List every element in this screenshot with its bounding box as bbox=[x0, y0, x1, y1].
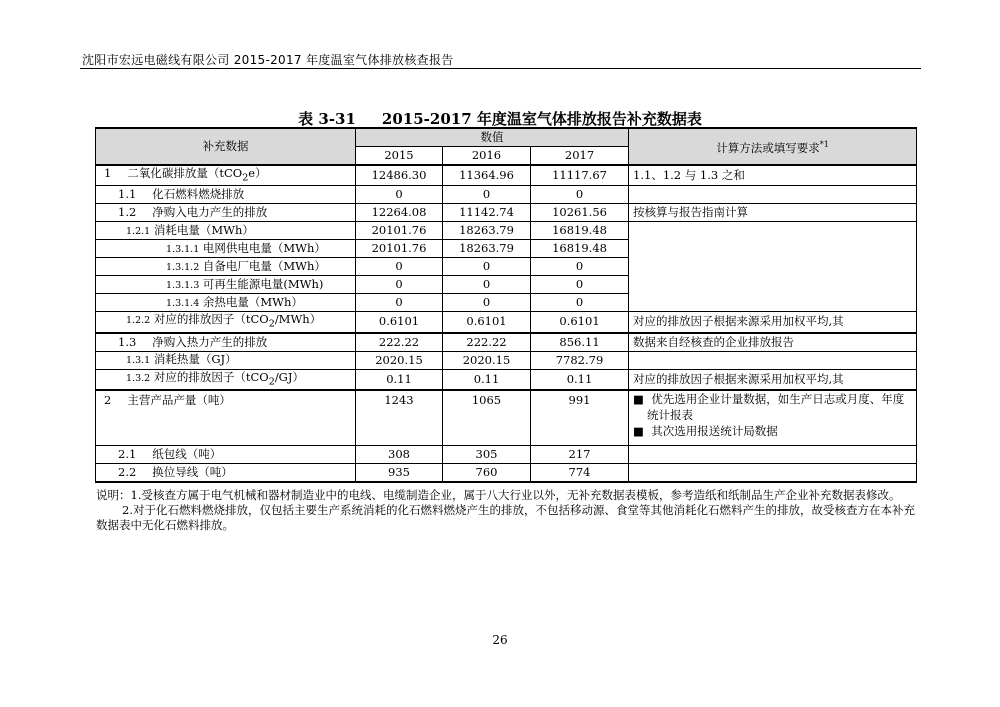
supplementary-data-table bbox=[95, 127, 917, 483]
value-cell: 0 bbox=[443, 186, 531, 204]
value-cell: 0 bbox=[443, 294, 531, 312]
page-header: 沈阳市宏远电磁线有限公司 2015-2017 年度温室气体排放核查报告 bbox=[82, 53, 454, 67]
table-row bbox=[96, 204, 917, 222]
value-cell: 774 bbox=[531, 463, 629, 482]
method-cell bbox=[629, 351, 917, 369]
bullet-square-icon: ■ bbox=[633, 391, 644, 406]
value-cell: 0 bbox=[531, 276, 629, 294]
col-header-method bbox=[629, 128, 917, 165]
bullet-square-icon: ■ bbox=[633, 423, 644, 438]
note-2: 2.对于化石燃料燃烧排放，仅包括主要生产系统消耗的化石燃料燃烧产生的排放，不包括移动源、食堂等其他消耗化石燃料产生的排放，故受核查方在本补充数据表中无化石燃料排放。 bbox=[96, 503, 915, 532]
row-label: 2 主营产品产量（吨） bbox=[96, 390, 356, 446]
value-cell: 16819.48 bbox=[531, 240, 629, 258]
row-label: 1.2.2 对应的排放因子（tCO$_2$/MWh） bbox=[96, 312, 356, 333]
row-label: 1.3.1.2 自备电厂电量（MWh） bbox=[96, 258, 356, 276]
table-row bbox=[96, 351, 917, 369]
row-code: 1.2 bbox=[118, 205, 137, 220]
row-label: 1.3.1.4 余热电量（MWh） bbox=[96, 294, 356, 312]
row-code: 1.1 bbox=[118, 187, 137, 202]
value-cell: 0 bbox=[356, 186, 443, 204]
value-cell: 856.11 bbox=[531, 333, 629, 352]
method-cell: 对应的排放因子根据来源采用加权平均,其 bbox=[629, 369, 917, 390]
value-cell: 0.6101 bbox=[531, 312, 629, 333]
value-cell: 11142.74 bbox=[443, 204, 531, 222]
value-cell: 1243 bbox=[356, 390, 443, 446]
value-cell: 0.11 bbox=[356, 369, 443, 390]
row-label: 2.1 纸包线（吨） bbox=[96, 445, 356, 463]
value-cell: 18263.79 bbox=[443, 240, 531, 258]
row-label: 1 二氧化碳排放量（tCO$_2$e） bbox=[96, 165, 356, 186]
row-code: 1.3.2 bbox=[126, 372, 151, 384]
method-cell: 按核算与报告指南计算 bbox=[629, 204, 917, 222]
table-number: 表 3-31 bbox=[298, 110, 356, 128]
value-cell: 11117.67 bbox=[531, 165, 629, 186]
method-cell bbox=[629, 186, 917, 204]
table-notes bbox=[96, 488, 916, 533]
value-cell: 308 bbox=[356, 445, 443, 463]
row-code: 1 bbox=[104, 166, 112, 180]
row-code: 1.3.1.3 bbox=[166, 279, 200, 291]
value-cell: 20101.76 bbox=[356, 240, 443, 258]
col-header-method-footnote: *1 bbox=[819, 140, 829, 150]
value-cell: 11364.96 bbox=[443, 165, 531, 186]
value-cell: 991 bbox=[531, 390, 629, 446]
row-label: 1.3 净购入热力产生的排放 bbox=[96, 333, 356, 352]
method-cell: 数据来自经核查的企业排放报告 bbox=[629, 333, 917, 352]
value-cell: 12486.30 bbox=[356, 165, 443, 186]
method-cell bbox=[629, 445, 917, 463]
value-cell: 222.22 bbox=[443, 333, 531, 352]
row-code: 1.3.1.2 bbox=[166, 261, 200, 273]
value-cell: 935 bbox=[356, 463, 443, 482]
header-rule bbox=[80, 68, 921, 69]
value-cell: 760 bbox=[443, 463, 531, 482]
value-cell: 7782.79 bbox=[531, 351, 629, 369]
row-code: 2 bbox=[104, 392, 112, 407]
row-label: 1.3.1 消耗热量（GJ） bbox=[96, 351, 356, 369]
row-code: 1.2.1 bbox=[126, 225, 151, 237]
table-row bbox=[96, 390, 917, 446]
value-cell: 20101.76 bbox=[356, 222, 443, 240]
row-code: 1.2.2 bbox=[126, 315, 151, 327]
year-header: 2016 bbox=[443, 147, 531, 166]
value-cell: 2020.15 bbox=[443, 351, 531, 369]
row-code: 1.3.1 bbox=[126, 355, 151, 367]
table-row bbox=[96, 333, 917, 352]
table-row bbox=[96, 165, 917, 186]
value-cell: 0.6101 bbox=[443, 312, 531, 333]
table-row bbox=[96, 186, 917, 204]
value-cell: 0 bbox=[531, 186, 629, 204]
value-cell: 0 bbox=[356, 294, 443, 312]
row-code: 2.1 bbox=[118, 446, 137, 461]
row-code: 1.3 bbox=[118, 334, 137, 349]
value-cell: 0 bbox=[443, 258, 531, 276]
row-label: 1.2.1 消耗电量（MWh） bbox=[96, 222, 356, 240]
method-bullet: ■ 其次选用报送统计局数据 bbox=[633, 423, 778, 438]
value-cell: 305 bbox=[443, 445, 531, 463]
row-code: 1.3.1.4 bbox=[166, 297, 200, 309]
table-row bbox=[96, 312, 917, 333]
value-cell: 16819.48 bbox=[531, 222, 629, 240]
row-code: 1.3.1.1 bbox=[166, 243, 200, 255]
table-row bbox=[96, 369, 917, 390]
row-label: 1.1 化石燃料燃烧排放 bbox=[96, 186, 356, 204]
value-cell: 0 bbox=[443, 276, 531, 294]
table-row bbox=[96, 463, 917, 482]
year-header: 2015 bbox=[356, 147, 443, 166]
row-label: 1.3.2 对应的排放因子（tCO$_2$/GJ） bbox=[96, 369, 356, 390]
value-cell: 222.22 bbox=[356, 333, 443, 352]
value-cell: 0.11 bbox=[531, 369, 629, 390]
value-cell: 18263.79 bbox=[443, 222, 531, 240]
method-cell bbox=[629, 390, 917, 446]
row-label: 1.3.1.1 电网供电电量（MWh） bbox=[96, 240, 356, 258]
page-number: 26 bbox=[492, 633, 508, 647]
method-cell-empty bbox=[629, 222, 917, 312]
value-cell: 2020.15 bbox=[356, 351, 443, 369]
table-row bbox=[96, 445, 917, 463]
col-header-item: 补充数据 bbox=[96, 128, 356, 165]
method-cell bbox=[629, 463, 917, 482]
row-label: 2.2 换位导线（吨） bbox=[96, 463, 356, 482]
row-code: 2.2 bbox=[118, 464, 137, 479]
table-title-text: 2015-2017 年度温室气体排放报告补充数据表 bbox=[381, 110, 702, 128]
method-cell: 1.1、1.2 与 1.3 之和 bbox=[629, 165, 917, 186]
col-header-method-text: 计算方法或填写要求 bbox=[716, 140, 820, 155]
value-cell: 0.11 bbox=[443, 369, 531, 390]
value-cell: 0 bbox=[356, 258, 443, 276]
value-cell: 1065 bbox=[443, 390, 531, 446]
value-cell: 0 bbox=[531, 258, 629, 276]
value-cell: 12264.08 bbox=[356, 204, 443, 222]
row-label: 1.3.1.3 可再生能源电量(MWh) bbox=[96, 276, 356, 294]
value-cell: 0 bbox=[531, 294, 629, 312]
row-label: 1.2 净购入电力产生的排放 bbox=[96, 204, 356, 222]
method-bullet: ■ 优先选用企业计量数据，如生产日志或月度、年度统计报表 bbox=[633, 391, 905, 422]
value-cell: 0.6101 bbox=[356, 312, 443, 333]
value-cell: 0 bbox=[356, 276, 443, 294]
table-row bbox=[96, 222, 917, 240]
table-title bbox=[0, 108, 1000, 129]
value-cell: 10261.56 bbox=[531, 204, 629, 222]
note-1: 说明：1.受核查方属于电气机械和器材制造业中的电线、电缆制造企业，属于八大行业以外，无补充数据表模板，参考造纸和纸制品生产企业补充数据表修改。 bbox=[96, 488, 901, 502]
value-cell: 217 bbox=[531, 445, 629, 463]
col-header-value: 数值 bbox=[356, 128, 629, 147]
year-header: 2017 bbox=[531, 147, 629, 166]
method-cell: 对应的排放因子根据来源采用加权平均,其 bbox=[629, 312, 917, 333]
